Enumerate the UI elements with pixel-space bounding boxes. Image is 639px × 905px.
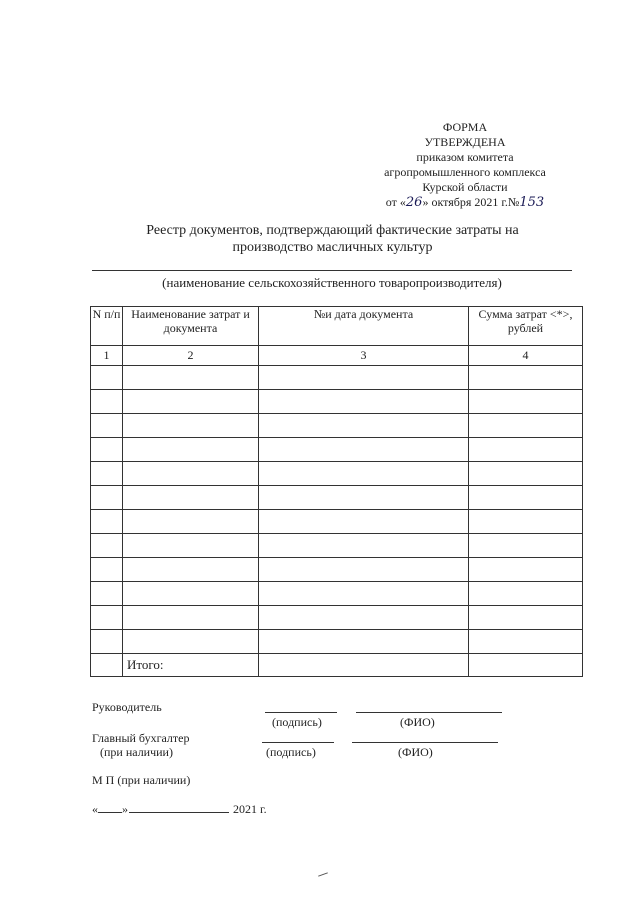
- table-row: [91, 582, 583, 606]
- table-row: [91, 630, 583, 654]
- producer-caption: (наименование сельскохозяйственного товаропроизводителя): [162, 275, 502, 290]
- stamp-label: М П (при наличии): [92, 773, 191, 787]
- date-middle: » октября 2021 г.№: [422, 195, 520, 209]
- table-row: [91, 438, 583, 462]
- table-row: [91, 606, 583, 630]
- column-number-row: [91, 346, 583, 366]
- date-month-blank: [129, 801, 229, 813]
- head-fio-line: [356, 712, 502, 713]
- date-open-quote: «: [92, 802, 98, 816]
- order-line-3: Курской области: [422, 180, 508, 194]
- table-header-row: [91, 307, 583, 346]
- col-number-4: 4: [469, 346, 583, 366]
- accountant-note: (при наличии): [100, 745, 173, 759]
- handwritten-day: 26: [405, 195, 423, 210]
- order-line-1: приказом комитета: [416, 150, 514, 164]
- table-row: [91, 486, 583, 510]
- col-number-1: 1: [91, 346, 123, 366]
- producer-name-line: [92, 270, 572, 271]
- approval-block: [360, 120, 570, 210]
- col-header-amount: Сумма затрат <*>, рублей: [469, 307, 583, 346]
- table-row: [91, 462, 583, 486]
- form-label: ФОРМА: [442, 120, 488, 134]
- document-title: [100, 222, 565, 256]
- head-fio-caption: (ФИО): [400, 715, 435, 729]
- head-signature-line: [265, 712, 337, 713]
- date-line: [92, 801, 267, 817]
- order-line-2: агропромышленного комплекса: [384, 165, 546, 179]
- table-row: [91, 534, 583, 558]
- accountant-label: Главный бухгалтер: [92, 731, 190, 745]
- total-label: Итого:: [123, 654, 259, 677]
- accountant-sign-caption: (подпись): [266, 745, 316, 759]
- accountant-fio-line: [352, 742, 498, 743]
- register-table: [90, 306, 583, 677]
- col-header-cost-name: Наименование затрат и документа: [123, 307, 259, 346]
- head-label: Руководитель: [92, 700, 162, 714]
- title-line-2: производство масличных культур: [232, 240, 433, 255]
- date-prefix: от «: [385, 195, 406, 209]
- handwritten-order-number: 153: [519, 195, 545, 210]
- table-row: [91, 414, 583, 438]
- scan-mark: [318, 872, 328, 876]
- table-row: [91, 558, 583, 582]
- head-sign-caption: (подпись): [272, 715, 322, 729]
- col-number-2: 2: [123, 346, 259, 366]
- col-header-number: N п/п: [91, 307, 123, 346]
- approved-label: УТВЕРЖДЕНА: [424, 135, 506, 149]
- title-line-1: Реестр документов, подтверждающий фактические затраты на: [146, 223, 519, 238]
- accountant-fio-caption: (ФИО): [398, 745, 433, 759]
- col-number-3: 3: [259, 346, 469, 366]
- table-row: [91, 510, 583, 534]
- date-day-blank: [98, 801, 122, 813]
- order-date-line: [360, 195, 570, 210]
- accountant-signature-line: [262, 742, 334, 743]
- date-year: 2021 г.: [233, 802, 267, 816]
- table-row: [91, 390, 583, 414]
- date-close-quote: »: [122, 802, 128, 816]
- table-row: [91, 366, 583, 390]
- total-row: [91, 654, 583, 677]
- col-header-doc-date: №и дата документа: [259, 307, 469, 346]
